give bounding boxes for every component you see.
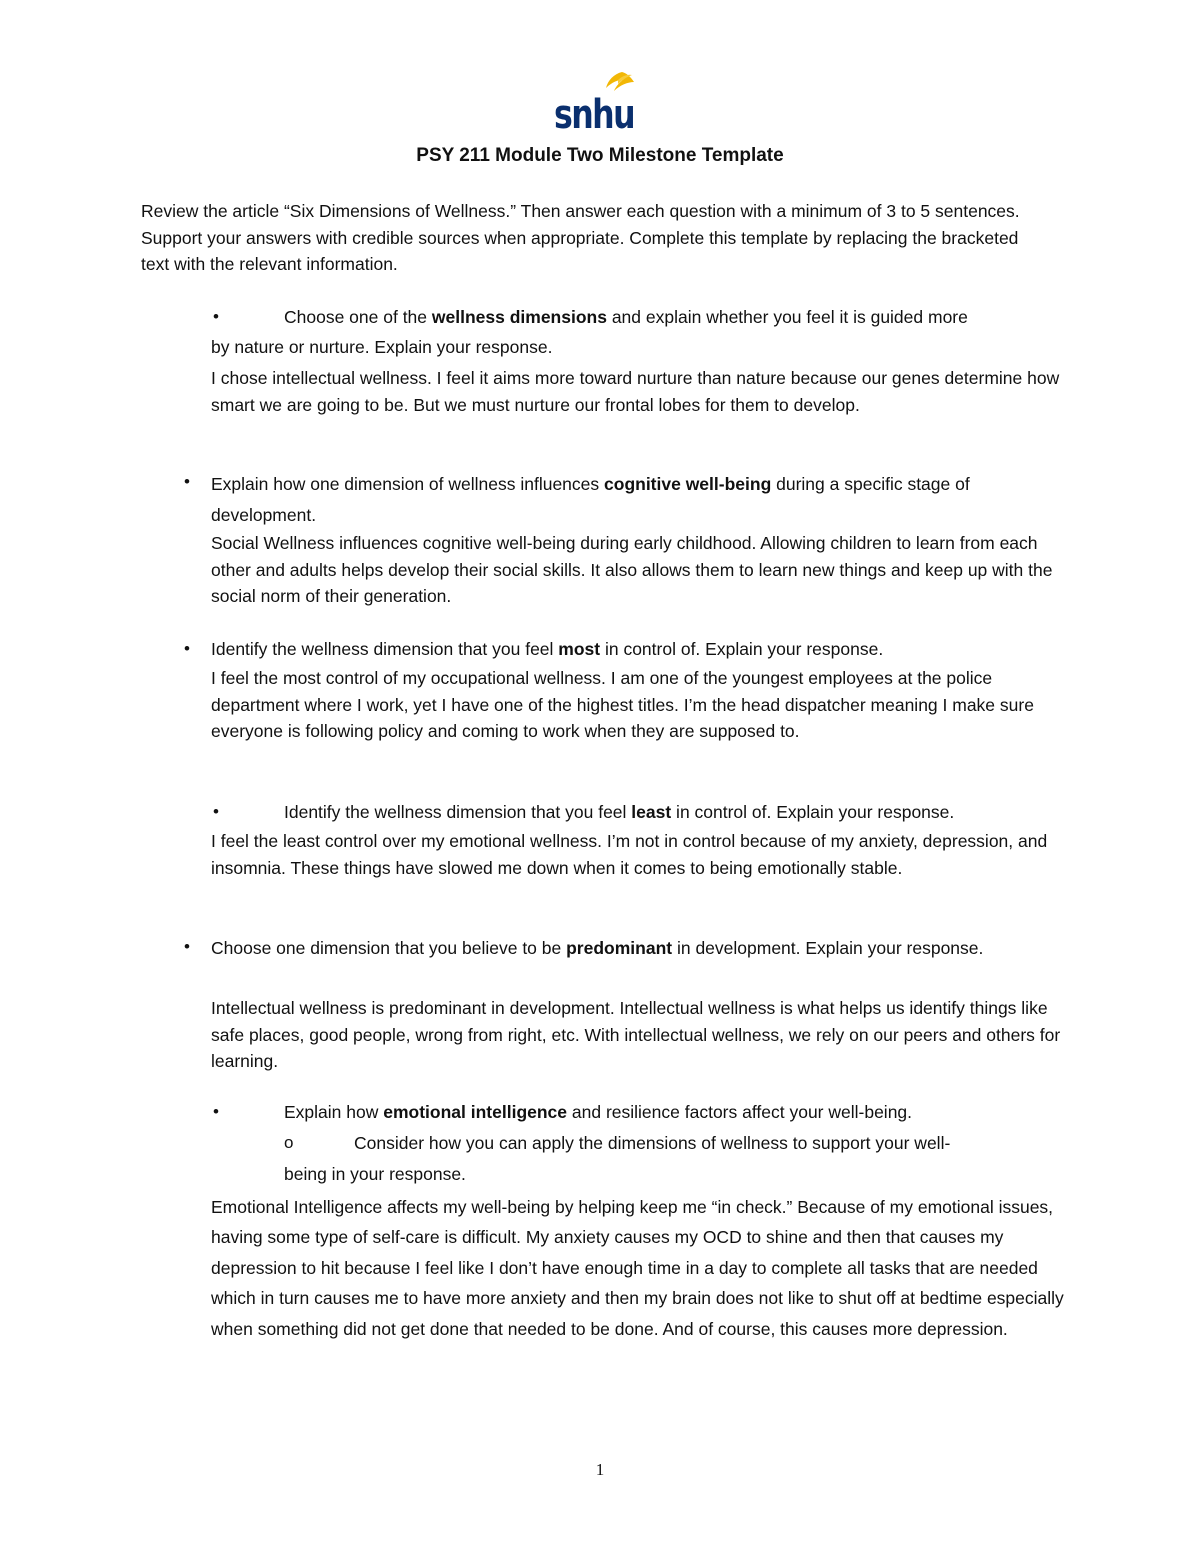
answer-text: Emotional Intelligence affects my well-being by helping keep me “in check.” Because of my emotional issues, having some type of self-care is difficult. My anxiety causes my OCD to shine and then that causes my depression to hit because I feel like I don’t have enough time in a day to complete all tasks that are needed which in turn causes me to have more anxiety and then my brain does not like to shut off at bedtime especially when something did not get done that needed to be done. And of course, this causes more depression. [211,1197,1064,1339]
question-text: Choose one dimension that you believe to be predominant in development. Explain your response. [211,938,984,958]
question-text: Identify the wellness dimension that you feel least in control of. Explain your response. [284,802,955,822]
answer-text: I feel the most control of my occupational wellness. I am one of the youngest employees at the police department where I work, yet I have one of the highest titles. I’m the head dispatcher meaning I make sure everyone is following policy and coming to work when they are supposed to. [211,668,1034,741]
question-text: Choose one of the wellness dimensions and explain whether you feel it is guided more [284,307,968,327]
intro-text: Review the article “Six Dimensions of Wellness.” Then answer each question with a minimum of 3 to 5 sentences. Support your answers with credible sources when appropriate. Complete this template by replacing the bracketed text with the relevant information. [141,201,1020,274]
sub-question-line-2: being in your response. [284,1164,466,1184]
bullet-marker: • [184,937,190,956]
snhu-logo-graphic [552,70,642,138]
answer-text: I feel the least control over my emotional wellness. I’m not in control because of my anxiety, depression, and insomnia. These things have slowed me down when it comes to being emotionally stable. [211,831,1048,878]
sub-bullet-marker: o [284,1133,294,1152]
answer-text: Social Wellness influences cognitive well-being during early childhood. Allowing children to learn from each other and adults helps develop their social skills. It also allows them to learn new things and keep up with the social norm of their generation. [211,533,1053,606]
bullet-marker: • [184,639,190,658]
question-text: Identify the wellness dimension that you feel most in control of. Explain your response. [211,639,884,659]
svg-text:snhu: snhu [554,92,634,138]
bullet-marker: • [184,472,190,491]
bullet-marker: • [213,802,219,821]
page-number: 1 [595,1460,605,1479]
sub-question-line-1: Consider how you can apply the dimensions of wellness to support your well- [354,1133,951,1153]
intro-paragraph [141,198,1041,278]
answer-text: I chose intellectual wellness. I feel it aims more toward nurture than nature because our genes determine how smart we are going to be. But we must nurture our frontal lobes for them to develop. [211,368,1060,415]
bullet-marker: • [213,1102,219,1121]
snhu-logo [552,70,642,138]
answer-text: Intellectual wellness is predominant in development. Intellectual wellness is what helps us identify things like safe places, good people, wrong from right, etc. With intellectual wellness, we rely on our peers and others for learning. [211,998,1061,1071]
bullet-marker: • [213,307,219,326]
question-text: Explain how one dimension of wellness influences cognitive well-being during a specific stage of development. [211,474,970,525]
document-title: PSY 211 Module Two Milestone Template [416,145,784,166]
question-continuation: by nature or nurture. Explain your response. [211,337,553,357]
question-text: Explain how emotional intelligence and resilience factors affect your well-being. [284,1102,913,1122]
